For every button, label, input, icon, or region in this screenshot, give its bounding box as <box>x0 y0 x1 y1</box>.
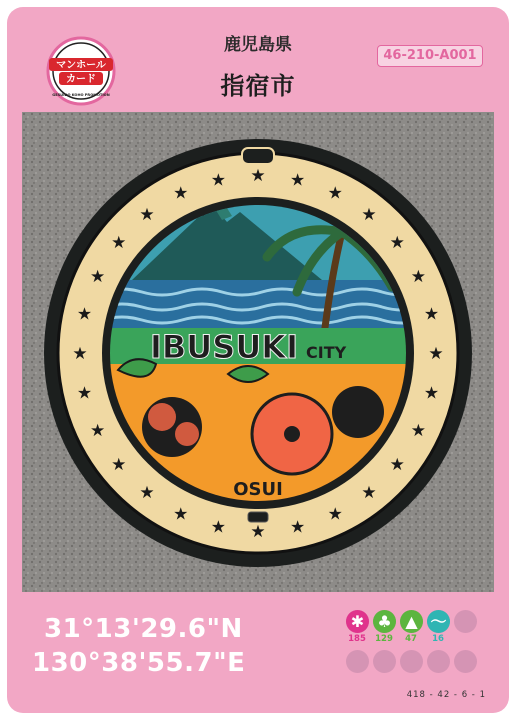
badge-count: 129 <box>375 634 393 644</box>
star-icon: ★ <box>72 344 88 364</box>
latitude: 31°13'29.6"N <box>44 614 243 644</box>
star-icon: ★ <box>389 455 405 475</box>
star-icon: ★ <box>389 233 405 253</box>
hibiscus-flower-left <box>142 397 202 457</box>
star-icon: ★ <box>423 304 440 325</box>
city-name: 指宿市 <box>220 72 296 100</box>
manhole-photo <box>22 112 494 592</box>
star-icon: ★ <box>410 421 427 442</box>
flower-icon: ✱ <box>346 610 369 633</box>
star-icon: ★ <box>250 522 266 542</box>
logo-text-top: マンホール <box>56 60 106 71</box>
star-icon: ★ <box>89 266 106 287</box>
star-icon: ★ <box>289 517 306 538</box>
star-icon: ★ <box>289 170 306 191</box>
wave-icon: ～ <box>427 610 450 633</box>
star-icon: ★ <box>76 383 93 404</box>
longitude: 130°38'55.7"E <box>32 648 246 678</box>
logo-text-sub: GESUIDO KOHO PROMOTION <box>52 93 110 97</box>
serial-number: 418 - 42 - 6 - 1 <box>406 690 486 700</box>
mountain-icon: ▲ <box>400 610 423 633</box>
star-icon: ★ <box>250 166 266 186</box>
star-icon: ★ <box>327 504 343 525</box>
star-icon: ★ <box>139 204 155 225</box>
star-icon: ★ <box>428 344 444 364</box>
star-icon: ★ <box>410 266 427 287</box>
star-icon: ★ <box>361 483 377 504</box>
star-icon: ★ <box>423 383 440 404</box>
star-icon: ★ <box>173 504 189 525</box>
star-icon: ★ <box>139 483 155 504</box>
star-icon: ★ <box>327 183 343 204</box>
badge-count: 47 <box>405 634 417 644</box>
logo-text-bottom: カード <box>66 74 96 85</box>
star-icon: ★ <box>111 455 127 475</box>
star-icon: ★ <box>210 170 227 191</box>
star-icon: ★ <box>76 304 93 325</box>
tree-icon: ♣ <box>373 610 396 633</box>
manhole-sub-text: CITY <box>306 343 347 362</box>
star-icon: ★ <box>89 421 106 442</box>
star-icon: ★ <box>210 517 227 538</box>
manhole-cover <box>44 139 472 567</box>
star-icon: ★ <box>361 204 377 225</box>
badge-count: 16 <box>432 634 444 644</box>
manhole-main-text: IBUSUKI <box>149 328 298 366</box>
prefecture-name: 鹿児島県 <box>224 35 292 55</box>
star-icon: ★ <box>111 233 127 253</box>
star-icon: ★ <box>173 183 189 204</box>
card-id-badge: 46-210-A001 <box>377 45 483 67</box>
manhole-bottom-text: OSUI <box>233 479 283 500</box>
badge-count: 185 <box>348 634 366 644</box>
